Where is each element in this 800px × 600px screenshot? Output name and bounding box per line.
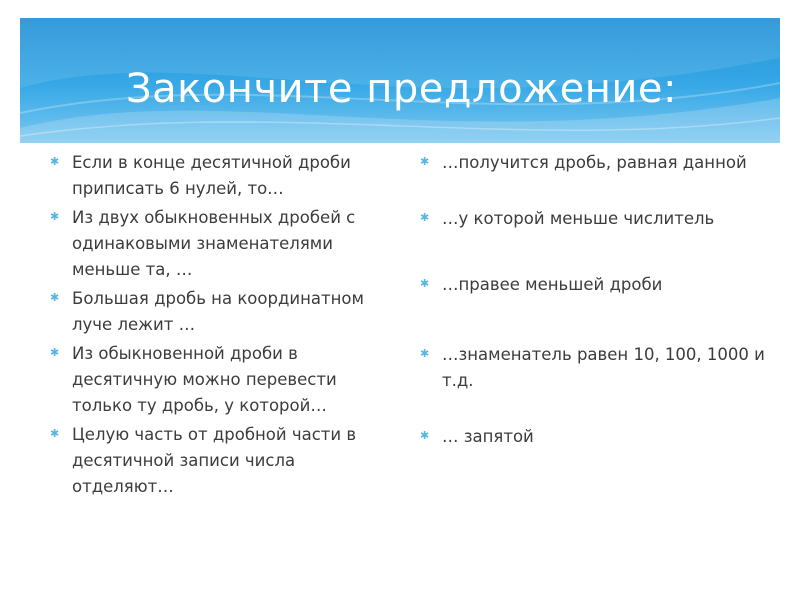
asterisk-bullet-icon: ✱ (420, 347, 430, 360)
asterisk-bullet-icon: ✱ (420, 155, 430, 168)
answer-item (420, 272, 770, 298)
asterisk-bullet-icon: ✱ (420, 277, 430, 290)
asterisk-bullet-icon: ✱ (420, 429, 430, 442)
asterisk-bullet-icon: ✱ (50, 155, 60, 168)
asterisk-bullet-icon: ✱ (50, 210, 60, 223)
asterisk-bullet-icon: ✱ (50, 291, 60, 304)
question-text: Большая дробь на координатном луче лежит … (72, 289, 364, 334)
answer-item (420, 424, 770, 450)
question-text: Из обыкновенной дроби в десятичную можно перевести только ту дробь, у которой… (72, 344, 337, 415)
question-item (50, 286, 395, 338)
question-text: Целую часть от дробной части в десятичной записи числа отделяют… (72, 425, 357, 496)
asterisk-bullet-icon: ✱ (50, 346, 60, 359)
answers-list (420, 150, 770, 450)
answer-text: …получится дробь, равная данной (442, 153, 747, 172)
answer-item (420, 150, 770, 176)
title-banner (20, 18, 780, 143)
question-item (50, 205, 395, 283)
answer-text: … запятой (442, 427, 534, 446)
answer-item (420, 206, 770, 232)
question-text: Из двух обыкновенных дробей с одинаковыми знаменателями меньше та, … (72, 208, 356, 279)
asterisk-bullet-icon: ✱ (50, 427, 60, 440)
answer-item (420, 342, 770, 394)
questions-list (50, 150, 395, 503)
question-item (50, 150, 395, 202)
slide-title: Закончите предложение: (126, 66, 677, 112)
answer-text: …у которой меньше числитель (442, 209, 715, 228)
answer-text: …правее меньшей дроби (442, 275, 663, 294)
question-item (50, 341, 395, 419)
question-text: Если в конце десятичной дроби приписать 6 нулей, то… (72, 153, 351, 198)
asterisk-bullet-icon: ✱ (420, 211, 430, 224)
question-item (50, 422, 395, 500)
answer-text: …знаменатель равен 10, 100, 1000 и т.д. (442, 345, 765, 390)
